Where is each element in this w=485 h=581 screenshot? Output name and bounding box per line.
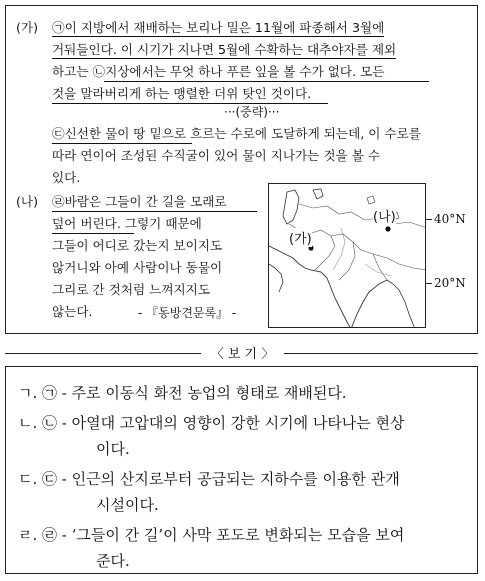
option-3: ㄷ. ㉢ - 인근의 산지로부터 공급되는 지하수를 이용한 관개 <box>18 470 400 488</box>
box-header: 〈 보 기 〉 <box>210 347 275 362</box>
underline-b-2 <box>52 103 328 104</box>
lat-40-tick <box>426 219 432 220</box>
option-4: ㄹ. ㉣ - ‘그들이 간 길’이 사막 포도로 변화되는 모습을 보여 <box>18 526 405 544</box>
underline-b <box>104 81 429 82</box>
passage-a-line-2: 거둬들인다. 이 시기가 지나면 5월에 수확하는 대추야자를 제외 <box>52 42 397 57</box>
option-1: ㄱ. ㉠ - 주로 이동식 화전 농업의 형태로 재배된다. <box>18 384 347 402</box>
passage-b-line-1: ㉣바람은 그들이 간 길을 모래로 <box>52 194 227 209</box>
underline-c <box>52 143 192 144</box>
location-b-dot <box>385 226 390 231</box>
map-outline <box>269 184 426 328</box>
passage-a-line-5: ㉢신선한 물이 땅 밑으로 흐르는 수로에 도달하게 되는데, 이 수로를 <box>52 126 421 141</box>
passage-b-line-6: 않는다. <box>52 304 93 319</box>
option-2-cont: 이다. <box>96 440 130 458</box>
passage-a-line-6: 따라 연이어 조성된 수직굴이 있어 물이 지나가는 것을 볼 수 <box>52 148 381 163</box>
lat-40-label: 40°N <box>434 212 466 226</box>
option-3-cont: 시설이다. <box>96 496 159 514</box>
header-rule-right <box>284 353 478 354</box>
passage-a-line-4: 것을 말라버리게 하는 맹렬한 더위 탓인 것이다. <box>52 86 312 101</box>
option-2: ㄴ. ㉡ - 아열대 고압대의 영향이 강한 시기에 나타나는 현상 <box>18 414 405 432</box>
source-citation: - 『동방견문록』 - <box>138 306 237 320</box>
passage-b-marker: (나) <box>16 194 38 209</box>
lat-20-tick <box>426 283 432 284</box>
underline-d-2 <box>52 233 134 234</box>
map <box>268 183 426 328</box>
lat-20-label: 20°N <box>434 276 466 290</box>
header-rule-left <box>5 353 201 354</box>
map-label-a: (가) <box>289 228 312 247</box>
passage-a-marker: (가) <box>16 20 38 35</box>
passage-a-line-1: ㉠이 지방에서 재배하는 보리나 밀은 11월에 파종해서 3월에 <box>52 20 385 35</box>
map-label-b: (나) <box>373 206 396 225</box>
passage-b-line-3: 그들이 어디로 갔는지 보이지도 <box>52 238 223 253</box>
passage-a-line-3: 하고는 ㉡지상에서는 무엇 하나 푸른 잎을 볼 수가 없다. 모든 <box>52 64 385 79</box>
underline-d <box>52 211 257 212</box>
option-4-cont: 준다. <box>96 552 130 570</box>
passage-a-line-7: 있다. <box>52 170 81 185</box>
passage-b-line-2: 덮어 버린다. 그렇기 때문에 <box>52 216 202 231</box>
passage-b-line-4: 않거니와 아예 사람이나 동물이 <box>52 260 223 275</box>
passage-b-line-5: 그리로 간 것처럼 느껴지지도 <box>52 282 210 297</box>
ellipsis-omitted: ···(중략)··· <box>224 105 280 119</box>
